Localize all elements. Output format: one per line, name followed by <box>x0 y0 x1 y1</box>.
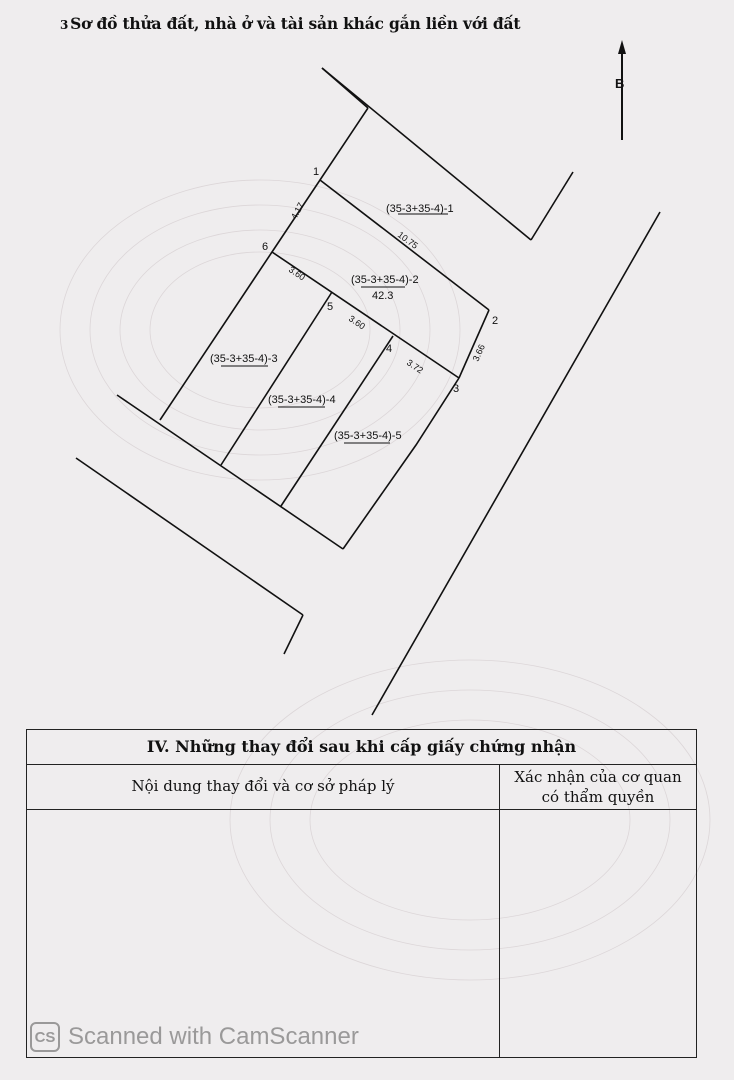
changes-table <box>26 729 697 1058</box>
dimension-3-60-b: 3.60 <box>346 313 368 332</box>
title-text: Sơ đồ thửa đất, nhà ở và tài sản khác gắn liền với đất <box>70 14 521 33</box>
changes-table-column-headers <box>27 765 696 810</box>
parcel-boundaries <box>160 108 489 549</box>
dimension-4-17: 4.17 <box>288 200 306 221</box>
point-3: 3 <box>453 383 460 395</box>
north-arrow-icon <box>615 40 626 140</box>
point-2: 2 <box>492 315 499 327</box>
changes-table-title: IV. Những thay đổi sau khi cấp giấy chứng nhận <box>27 730 696 765</box>
parcel-label-4: (35-3+35-4)-4 <box>268 394 336 406</box>
title-prefix: 3 <box>60 18 69 32</box>
watermark-label: Scanned with CamScanner <box>68 1023 359 1050</box>
road-lines <box>76 68 660 715</box>
confirmation-header-line-1: Xác nhận của cơ quan <box>514 768 682 786</box>
column-header-content: Nội dung thay đổi và cơ sở pháp lý <box>131 777 395 795</box>
point-1: 1 <box>313 166 320 178</box>
dimension-3-72: 3.72 <box>404 357 426 376</box>
parcel-area-2: 42.3 <box>372 290 394 302</box>
north-label: B <box>615 76 625 91</box>
point-5: 5 <box>327 301 334 313</box>
point-6: 6 <box>262 241 269 253</box>
camscanner-logo-icon <box>30 1022 60 1052</box>
column-divider <box>499 765 500 1057</box>
dimension-3-66: 3.66 <box>470 342 487 363</box>
point-4: 4 <box>386 343 393 355</box>
dimension-10-75: 10.75 <box>395 229 420 251</box>
column-header-confirmation <box>500 767 696 807</box>
parcel-label-5: (35-3+35-4)-5 <box>334 430 402 442</box>
confirmation-header-line-2: có thẩm quyền <box>541 788 655 806</box>
scanner-watermark <box>30 1020 359 1054</box>
parcel-label-1: (35-3+35-4)-1 <box>386 203 454 215</box>
dimension-3-60-a: 3.60 <box>286 264 308 283</box>
parcel-label-3: (35-3+35-4)-3 <box>210 353 278 365</box>
camscanner-logo-text: CS <box>34 1028 56 1046</box>
parcel-label-2: (35-3+35-4)-2 <box>351 274 419 286</box>
